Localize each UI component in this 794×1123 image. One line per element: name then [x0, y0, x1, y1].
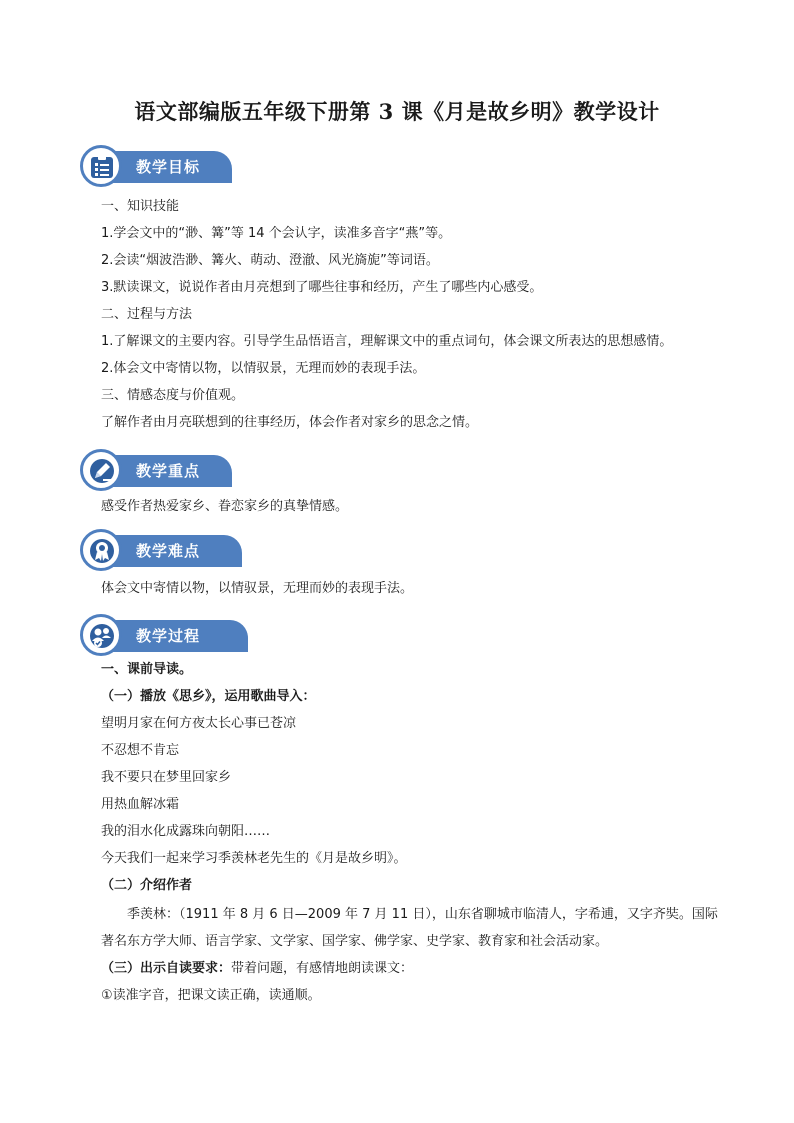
goals-line: 3.默读课文，说说作者由月亮想到了哪些往事和经历，产生了哪些内心感受。 [101, 280, 543, 295]
difficulties-text: 体会文中寄情以物，以情驭景，无理而妙的表现手法。 [101, 581, 414, 596]
lyric-line: 不忍想不肯忘 [101, 743, 180, 758]
goals-line: 1.学会文中的“渺、篝”等 14 个会认字，读准多音字“燕”等。 [101, 226, 452, 241]
sub3-rest: 带着问题，有感情地朗读课文： [231, 961, 414, 976]
author-paragraph: 季羡林：（1911 年 8 月 6 日—2009 年 7 月 11 日），山东省聊城市临清人，字希逋，又字齐奘。国际著名东方学大师、语言学家、文学家、国学家、佛学家、史学家、教育家和社会活动家。 [101, 907, 718, 949]
goals-line: 一、知识技能 [101, 199, 180, 214]
clipboard-list-icon [80, 145, 122, 187]
section-label-difficulties: 教学难点 [136, 542, 201, 560]
pencil-icon [80, 449, 122, 491]
goals-line: 三、情感态度与价值观。 [101, 388, 245, 403]
goals-line: 二、过程与方法 [101, 307, 193, 322]
lyric-line: 我不要只在梦里回家乡 [101, 770, 232, 785]
key-points-text: 感受作者热爱家乡、眷恋家乡的真挚情感。 [101, 499, 349, 514]
reading-requirement: ①读准字音，把课文读正确，读通顺。 [101, 988, 321, 1003]
document-title: 语文部编版五年级下册第 3 课《月是故乡明》教学设计 [134, 99, 660, 124]
goals-line: 2.会读“烟波浩渺、篝火、萌动、澄澈、风光旖旎”等词语。 [101, 253, 439, 268]
sub3-bold: （三）出示自读要求： [101, 961, 232, 976]
process-sub-heading: （一）播放《思乡》，运用歌曲导入： [101, 689, 316, 704]
goals-line: 1.了解课文的主要内容。引导学生品悟语言，理解课文中的重点词句，体会课文所表达的思想感情。 [101, 334, 673, 349]
section-label-key-points: 教学重点 [136, 462, 201, 480]
people-check-icon [80, 614, 122, 656]
goals-line: 2.体会文中寄情以物，以情驭景，无理而妙的表现手法。 [101, 361, 426, 376]
intro-line: 今天我们一起来学习季羡林老先生的《月是故乡明》。 [101, 851, 407, 866]
process-sub-heading-3 [101, 960, 413, 978]
lyric-line: 望明月家在何方夜太长心事已苍凉 [101, 716, 297, 731]
award-ribbon-icon [80, 529, 122, 571]
section-label-process: 教学过程 [136, 627, 201, 645]
process-sub-heading: （二）介绍作者 [101, 878, 193, 893]
lyric-line: 我的泪水化成露珠向朝阳…… [101, 824, 271, 839]
goals-line: 了解作者由月亮联想到的往事经历，体会作者对家乡的思念之情。 [101, 415, 479, 430]
section-label-goals: 教学目标 [136, 158, 201, 176]
process-step-heading: 一、课前导读。 [101, 662, 193, 677]
lyric-line: 用热血解冰霜 [101, 797, 180, 812]
